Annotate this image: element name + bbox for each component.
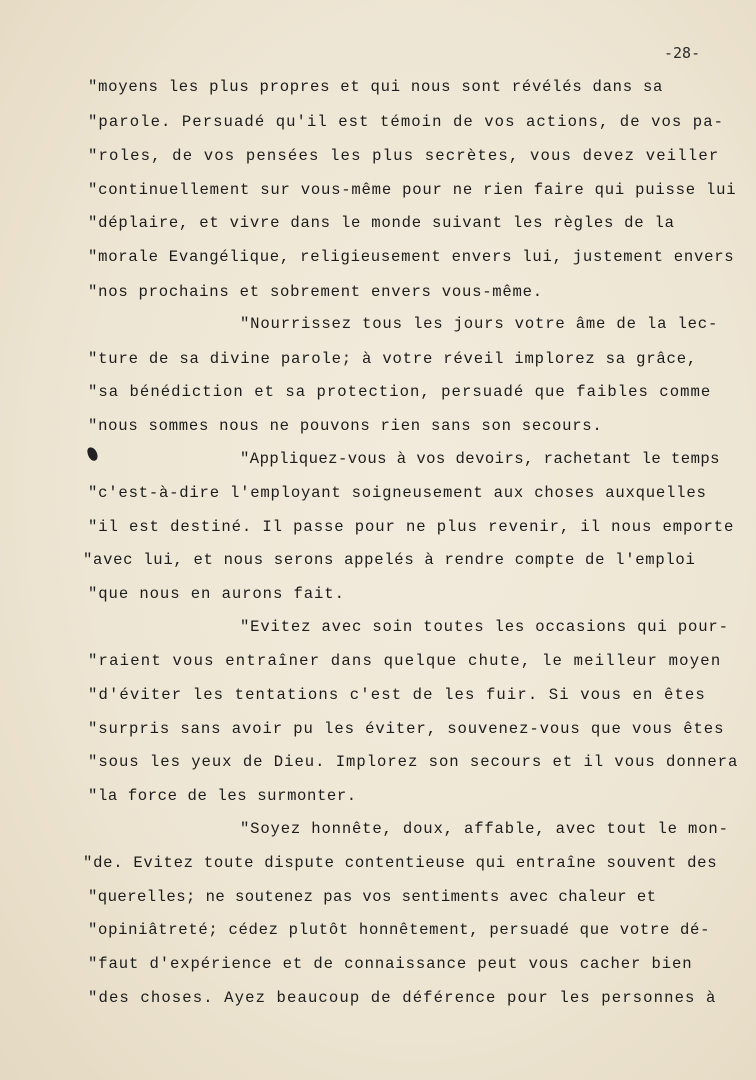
- text-line: "nos prochains et sobrement envers vous-même.: [88, 283, 543, 301]
- text-line: "morale Evangélique, religieusement envers lui, justement envers: [88, 248, 735, 266]
- text-line: "querelles; ne soutenez pas vos sentiments avec chaleur et: [88, 888, 657, 906]
- text-line: "surpris sans avoir pu les éviter, souvenez-vous que vous êtes: [88, 720, 725, 738]
- text-line: "de. Evitez toute dispute contentieuse qui entraîne souvent des: [83, 854, 718, 872]
- text-line: "roles, de vos pensées les plus secrètes, vous devez veiller: [88, 147, 720, 165]
- text-line: "sa bénédiction et sa protection, persuadé que faibles comme: [88, 383, 712, 401]
- text-line: "c'est-à-dire l'employant soigneusement aux choses auxquelles: [88, 484, 707, 502]
- text-line: "raient vous entraîner dans quelque chute, le meilleur moyen: [88, 652, 722, 670]
- text-line: "la force de les surmonter.: [88, 787, 357, 805]
- text-line: "déplaire, et vivre dans le monde suivant les règles de la: [88, 214, 675, 232]
- text-line: "il est destiné. Il passe pour ne plus revenir, il nous emporte: [88, 518, 735, 536]
- text-line: "d'éviter les tentations c'est de les fuir. Si vous en êtes: [88, 686, 706, 704]
- text-line: "moyens les plus propres et qui nous sont révélés dans sa: [88, 78, 664, 96]
- text-line: "opiniâtreté; cédez plutôt honnêtement, persuadé que votre dé-: [88, 921, 711, 939]
- text-line: "faut d'expérience et de connaissance peut vous cacher bien: [88, 955, 693, 973]
- text-line: "parole. Persuadé qu'il est témoin de vos actions, de vos pa-: [88, 113, 725, 131]
- text-line: "des choses. Ayez beaucoup de déférence pour les personnes à: [88, 989, 717, 1007]
- text-line: "Evitez avec soin toutes les occasions qui pour-: [240, 618, 729, 636]
- text-line: "sous les yeux de Dieu. Implorez son secours et il vous donnera: [88, 753, 739, 771]
- text-line: "Appliquez-vous à vos devoirs, rachetant le temps: [240, 450, 720, 468]
- text-line: "Nourrissez tous les jours votre âme de la lec-: [240, 315, 719, 333]
- text-line: "que nous en aurons fait.: [88, 585, 345, 603]
- text-line: "ture de sa divine parole; à votre réveil implorez sa grâce,: [88, 350, 698, 368]
- text-line: "avec lui, et nous serons appelés à rendre compte de l'emploi: [83, 551, 696, 569]
- text-line: "nous sommes nous ne pouvons rien sans son secours.: [88, 417, 603, 435]
- text-line: "Soyez honnête, doux, affable, avec tout le mon-: [240, 820, 729, 838]
- page-number: -28-: [664, 44, 701, 62]
- ink-mark: [86, 446, 99, 462]
- text-line: "continuellement sur vous-même pour ne rien faire qui puisse lui: [88, 181, 737, 199]
